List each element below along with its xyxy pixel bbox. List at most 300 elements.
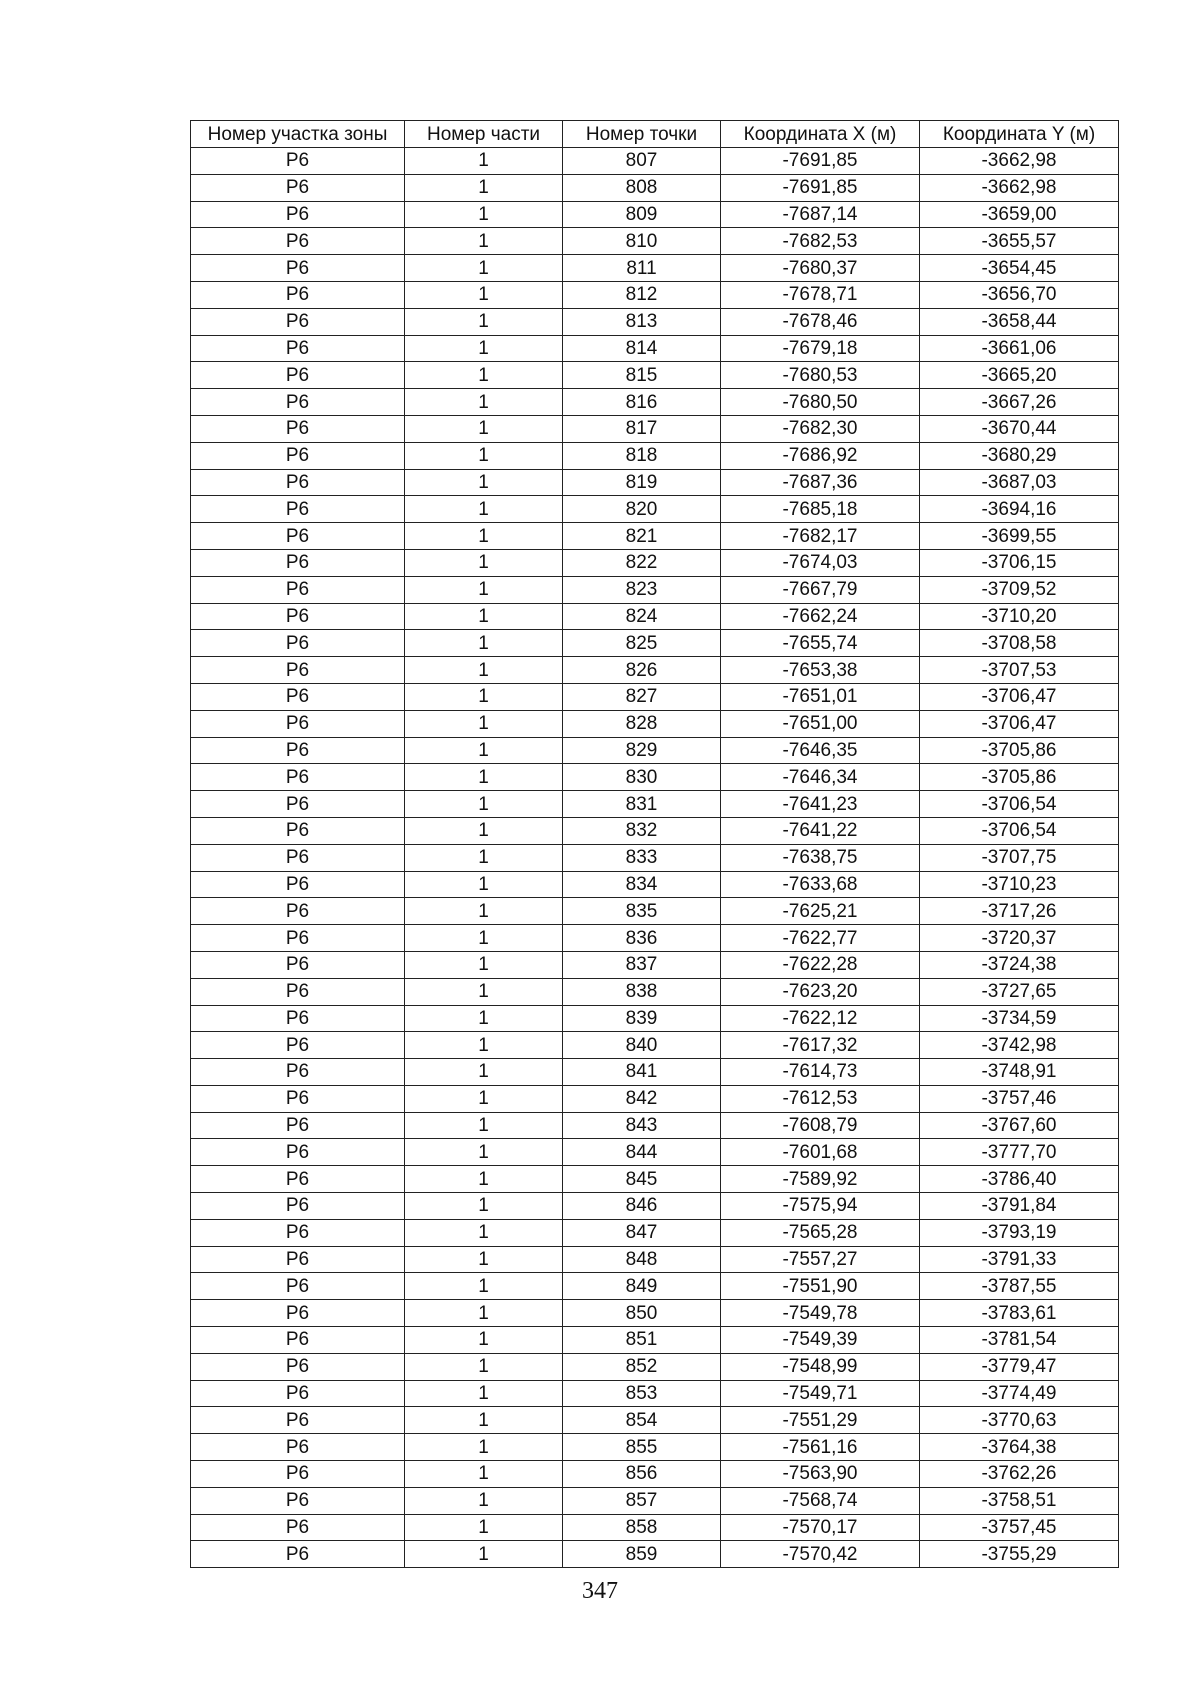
part-number-cell: 1	[405, 1273, 563, 1300]
table-row	[191, 362, 1119, 389]
zone-section-cell: Р6	[191, 523, 405, 550]
coordinate-y-cell: -3779,47	[920, 1353, 1119, 1380]
coordinate-x-cell: -7674,03	[721, 549, 920, 576]
coordinate-y-cell: -3757,45	[920, 1514, 1119, 1541]
point-number-cell: 854	[563, 1407, 721, 1434]
point-number-cell: 822	[563, 549, 721, 576]
part-number-cell: 1	[405, 496, 563, 523]
zone-section-cell: Р6	[191, 1514, 405, 1541]
table-row	[191, 1461, 1119, 1488]
part-number-cell: 1	[405, 549, 563, 576]
coordinate-x-cell: -7667,79	[721, 576, 920, 603]
coordinate-x-cell: -7691,85	[721, 148, 920, 175]
part-number-cell: 1	[405, 1005, 563, 1032]
coordinate-x-cell: -7633,68	[721, 871, 920, 898]
zone-section-cell: Р6	[191, 898, 405, 925]
table-row	[191, 1112, 1119, 1139]
zone-section-cell: Р6	[191, 1059, 405, 1086]
point-number-cell: 830	[563, 764, 721, 791]
point-number-cell: 833	[563, 844, 721, 871]
point-number-cell: 859	[563, 1541, 721, 1568]
coordinate-x-cell: -7549,78	[721, 1300, 920, 1327]
coordinate-x-cell: -7622,28	[721, 951, 920, 978]
part-number-cell: 1	[405, 871, 563, 898]
page-number: 347	[582, 1578, 618, 1604]
part-number-cell: 1	[405, 925, 563, 952]
part-number-cell: 1	[405, 1139, 563, 1166]
table-row	[191, 281, 1119, 308]
part-number-cell: 1	[405, 1461, 563, 1488]
zone-section-cell: Р6	[191, 737, 405, 764]
point-number-cell: 825	[563, 630, 721, 657]
point-number-cell: 817	[563, 415, 721, 442]
point-number-cell: 820	[563, 496, 721, 523]
point-number-cell: 832	[563, 817, 721, 844]
point-number-cell: 827	[563, 683, 721, 710]
coordinate-y-cell: -3764,38	[920, 1434, 1119, 1461]
zone-section-cell: Р6	[191, 1380, 405, 1407]
point-number-cell: 823	[563, 576, 721, 603]
part-number-cell: 1	[405, 1112, 563, 1139]
zone-section-cell: Р6	[191, 603, 405, 630]
coordinate-y-cell: -3786,40	[920, 1166, 1119, 1193]
coordinate-x-cell: -7680,50	[721, 389, 920, 416]
coordinate-y-cell: -3706,15	[920, 549, 1119, 576]
coordinate-y-cell: -3710,23	[920, 871, 1119, 898]
point-number-cell: 841	[563, 1059, 721, 1086]
point-number-cell: 840	[563, 1032, 721, 1059]
table-row	[191, 1487, 1119, 1514]
point-number-cell: 852	[563, 1353, 721, 1380]
part-number-cell: 1	[405, 148, 563, 175]
table-row	[191, 174, 1119, 201]
zone-section-cell: Р6	[191, 1434, 405, 1461]
part-number-cell: 1	[405, 1380, 563, 1407]
coordinate-x-cell: -7551,90	[721, 1273, 920, 1300]
point-number-cell: 834	[563, 871, 721, 898]
table-row	[191, 871, 1119, 898]
coordinate-y-cell: -3662,98	[920, 174, 1119, 201]
point-number-cell: 809	[563, 201, 721, 228]
table-row	[191, 710, 1119, 737]
coordinate-x-cell: -7617,32	[721, 1032, 920, 1059]
table-row	[191, 817, 1119, 844]
part-number-cell: 1	[405, 255, 563, 282]
coordinate-x-cell: -7680,37	[721, 255, 920, 282]
header-zone-section-number: Номер участка зоны	[191, 121, 405, 148]
part-number-cell: 1	[405, 281, 563, 308]
point-number-cell: 844	[563, 1139, 721, 1166]
zone-section-cell: Р6	[191, 764, 405, 791]
zone-section-cell: Р6	[191, 415, 405, 442]
table-row	[191, 1353, 1119, 1380]
zone-section-cell: Р6	[191, 1246, 405, 1273]
point-number-cell: 835	[563, 898, 721, 925]
table-row	[191, 389, 1119, 416]
point-number-cell: 856	[563, 1461, 721, 1488]
coordinate-x-cell: -7612,53	[721, 1085, 920, 1112]
coordinate-y-cell: -3793,19	[920, 1219, 1119, 1246]
part-number-cell: 1	[405, 523, 563, 550]
coordinate-y-cell: -3680,29	[920, 442, 1119, 469]
coordinate-x-cell: -7625,21	[721, 898, 920, 925]
table-row	[191, 1005, 1119, 1032]
zone-section-cell: Р6	[191, 442, 405, 469]
point-number-cell: 848	[563, 1246, 721, 1273]
zone-section-cell: Р6	[191, 630, 405, 657]
zone-section-cell: Р6	[191, 683, 405, 710]
part-number-cell: 1	[405, 201, 563, 228]
coordinate-x-cell: -7679,18	[721, 335, 920, 362]
table-row	[191, 335, 1119, 362]
zone-section-cell: Р6	[191, 871, 405, 898]
point-number-cell: 836	[563, 925, 721, 952]
coordinate-x-cell: -7608,79	[721, 1112, 920, 1139]
zone-section-cell: Р6	[191, 1166, 405, 1193]
table-row	[191, 603, 1119, 630]
coordinate-x-cell: -7662,24	[721, 603, 920, 630]
point-number-cell: 845	[563, 1166, 721, 1193]
coordinate-y-cell: -3710,20	[920, 603, 1119, 630]
coordinate-x-cell: -7687,36	[721, 469, 920, 496]
coordinate-x-cell: -7682,53	[721, 228, 920, 255]
zone-section-cell: Р6	[191, 1112, 405, 1139]
zone-section-cell: Р6	[191, 201, 405, 228]
coordinate-y-cell: -3720,37	[920, 925, 1119, 952]
part-number-cell: 1	[405, 683, 563, 710]
zone-section-cell: Р6	[191, 1085, 405, 1112]
coordinate-x-cell: -7687,14	[721, 201, 920, 228]
part-number-cell: 1	[405, 657, 563, 684]
part-number-cell: 1	[405, 442, 563, 469]
coordinate-y-cell: -3706,54	[920, 817, 1119, 844]
coordinate-y-cell: -3656,70	[920, 281, 1119, 308]
point-number-cell: 814	[563, 335, 721, 362]
table-row	[191, 415, 1119, 442]
point-number-cell: 857	[563, 1487, 721, 1514]
coordinate-x-cell: -7570,17	[721, 1514, 920, 1541]
zone-section-cell: Р6	[191, 1487, 405, 1514]
coordinate-x-cell: -7653,38	[721, 657, 920, 684]
part-number-cell: 1	[405, 898, 563, 925]
coordinate-x-cell: -7646,35	[721, 737, 920, 764]
part-number-cell: 1	[405, 389, 563, 416]
part-number-cell: 1	[405, 308, 563, 335]
part-number-cell: 1	[405, 1032, 563, 1059]
table-row	[191, 898, 1119, 925]
table-row	[191, 148, 1119, 175]
table-body	[191, 148, 1119, 1568]
point-number-cell: 842	[563, 1085, 721, 1112]
coordinate-y-cell: -3665,20	[920, 362, 1119, 389]
table-row	[191, 657, 1119, 684]
point-number-cell: 816	[563, 389, 721, 416]
part-number-cell: 1	[405, 576, 563, 603]
header-point-number: Номер точки	[563, 121, 721, 148]
coordinate-y-cell: -3658,44	[920, 308, 1119, 335]
coordinate-y-cell: -3791,33	[920, 1246, 1119, 1273]
coordinate-x-cell: -7682,30	[721, 415, 920, 442]
zone-section-cell: Р6	[191, 174, 405, 201]
point-number-cell: 808	[563, 174, 721, 201]
coordinate-y-cell: -3791,84	[920, 1193, 1119, 1220]
table-row	[191, 255, 1119, 282]
coordinate-y-cell: -3670,44	[920, 415, 1119, 442]
zone-section-cell: Р6	[191, 1461, 405, 1488]
coordinate-x-cell: -7561,16	[721, 1434, 920, 1461]
coordinate-x-cell: -7651,01	[721, 683, 920, 710]
zone-section-cell: Р6	[191, 1032, 405, 1059]
coordinate-y-cell: -3699,55	[920, 523, 1119, 550]
coordinate-y-cell: -3762,26	[920, 1461, 1119, 1488]
table-row	[191, 978, 1119, 1005]
zone-section-cell: Р6	[191, 549, 405, 576]
zone-section-cell: Р6	[191, 335, 405, 362]
coordinate-x-cell: -7680,53	[721, 362, 920, 389]
coordinate-x-cell: -7563,90	[721, 1461, 920, 1488]
zone-section-cell: Р6	[191, 281, 405, 308]
zone-section-cell: Р6	[191, 148, 405, 175]
coordinate-x-cell: -7686,92	[721, 442, 920, 469]
coordinate-y-cell: -3758,51	[920, 1487, 1119, 1514]
part-number-cell: 1	[405, 764, 563, 791]
coordinate-y-cell: -3774,49	[920, 1380, 1119, 1407]
coordinate-y-cell: -3742,98	[920, 1032, 1119, 1059]
part-number-cell: 1	[405, 1487, 563, 1514]
coordinate-y-cell: -3734,59	[920, 1005, 1119, 1032]
point-number-cell: 839	[563, 1005, 721, 1032]
coordinate-y-cell: -3706,54	[920, 791, 1119, 818]
coordinate-y-cell: -3667,26	[920, 389, 1119, 416]
zone-section-cell: Р6	[191, 710, 405, 737]
coordinate-y-cell: -3708,58	[920, 630, 1119, 657]
table-row	[191, 201, 1119, 228]
point-number-cell: 855	[563, 1434, 721, 1461]
coordinate-y-cell: -3748,91	[920, 1059, 1119, 1086]
point-number-cell: 826	[563, 657, 721, 684]
coordinate-y-cell: -3705,86	[920, 764, 1119, 791]
coordinate-y-cell: -3727,65	[920, 978, 1119, 1005]
table-row	[191, 764, 1119, 791]
table-row	[191, 549, 1119, 576]
zone-section-cell: Р6	[191, 657, 405, 684]
table-row	[191, 683, 1119, 710]
coordinate-y-cell: -3781,54	[920, 1327, 1119, 1354]
coordinate-y-cell: -3755,29	[920, 1541, 1119, 1568]
coordinate-y-cell: -3654,45	[920, 255, 1119, 282]
coordinate-y-cell: -3770,63	[920, 1407, 1119, 1434]
point-number-cell: 831	[563, 791, 721, 818]
coordinate-x-cell: -7565,28	[721, 1219, 920, 1246]
table-row	[191, 1166, 1119, 1193]
table-row	[191, 496, 1119, 523]
table-row	[191, 228, 1119, 255]
table-row	[191, 523, 1119, 550]
zone-section-cell: Р6	[191, 255, 405, 282]
part-number-cell: 1	[405, 1514, 563, 1541]
table-row	[191, 844, 1119, 871]
zone-section-cell: Р6	[191, 1300, 405, 1327]
coordinate-x-cell: -7678,71	[721, 281, 920, 308]
zone-section-cell: Р6	[191, 978, 405, 1005]
zone-section-cell: Р6	[191, 791, 405, 818]
coordinate-x-cell: -7641,23	[721, 791, 920, 818]
part-number-cell: 1	[405, 1541, 563, 1568]
table-row	[191, 951, 1119, 978]
coordinate-y-cell: -3724,38	[920, 951, 1119, 978]
part-number-cell: 1	[405, 174, 563, 201]
point-number-cell: 837	[563, 951, 721, 978]
header-coordinate-x: Координата X (м)	[721, 121, 920, 148]
coordinate-y-cell: -3767,60	[920, 1112, 1119, 1139]
coordinate-x-cell: -7557,27	[721, 1246, 920, 1273]
table-row	[191, 442, 1119, 469]
point-number-cell: 843	[563, 1112, 721, 1139]
point-number-cell: 853	[563, 1380, 721, 1407]
coordinate-y-cell: -3661,06	[920, 335, 1119, 362]
part-number-cell: 1	[405, 335, 563, 362]
coordinate-x-cell: -7548,99	[721, 1353, 920, 1380]
table-row	[191, 1514, 1119, 1541]
coordinate-y-cell: -3717,26	[920, 898, 1119, 925]
part-number-cell: 1	[405, 228, 563, 255]
coordinate-x-cell: -7646,34	[721, 764, 920, 791]
part-number-cell: 1	[405, 791, 563, 818]
zone-section-cell: Р6	[191, 496, 405, 523]
table-row	[191, 1273, 1119, 1300]
part-number-cell: 1	[405, 415, 563, 442]
part-number-cell: 1	[405, 817, 563, 844]
coordinate-y-cell: -3706,47	[920, 710, 1119, 737]
coordinate-y-cell: -3662,98	[920, 148, 1119, 175]
table-row	[191, 1300, 1119, 1327]
part-number-cell: 1	[405, 1407, 563, 1434]
point-number-cell: 851	[563, 1327, 721, 1354]
part-number-cell: 1	[405, 469, 563, 496]
part-number-cell: 1	[405, 951, 563, 978]
table-row	[191, 1219, 1119, 1246]
point-number-cell: 821	[563, 523, 721, 550]
table-row	[191, 576, 1119, 603]
table-row	[191, 1193, 1119, 1220]
part-number-cell: 1	[405, 1300, 563, 1327]
coordinate-y-cell: -3659,00	[920, 201, 1119, 228]
point-number-cell: 824	[563, 603, 721, 630]
zone-section-cell: Р6	[191, 1139, 405, 1166]
zone-section-cell: Р6	[191, 1353, 405, 1380]
table-row	[191, 1059, 1119, 1086]
zone-section-cell: Р6	[191, 362, 405, 389]
table-row	[191, 1246, 1119, 1273]
point-number-cell: 812	[563, 281, 721, 308]
coordinate-x-cell: -7549,39	[721, 1327, 920, 1354]
coordinate-x-cell: -7601,68	[721, 1139, 920, 1166]
part-number-cell: 1	[405, 1166, 563, 1193]
coordinate-y-cell: -3655,57	[920, 228, 1119, 255]
coordinate-x-cell: -7651,00	[721, 710, 920, 737]
table-row	[191, 791, 1119, 818]
zone-section-cell: Р6	[191, 951, 405, 978]
table-row	[191, 1139, 1119, 1166]
coordinate-x-cell: -7568,74	[721, 1487, 920, 1514]
zone-section-cell: Р6	[191, 1327, 405, 1354]
coordinate-x-cell: -7638,75	[721, 844, 920, 871]
table-row	[191, 469, 1119, 496]
table-row	[191, 1380, 1119, 1407]
zone-section-cell: Р6	[191, 576, 405, 603]
part-number-cell: 1	[405, 710, 563, 737]
header-coordinate-y: Координата Y (м)	[920, 121, 1119, 148]
coordinate-x-cell: -7622,12	[721, 1005, 920, 1032]
coordinate-x-cell: -7575,94	[721, 1193, 920, 1220]
table-row	[191, 1541, 1119, 1568]
zone-section-cell: Р6	[191, 1193, 405, 1220]
part-number-cell: 1	[405, 630, 563, 657]
coordinate-x-cell: -7622,77	[721, 925, 920, 952]
part-number-cell: 1	[405, 1434, 563, 1461]
point-number-cell: 807	[563, 148, 721, 175]
part-number-cell: 1	[405, 978, 563, 1005]
part-number-cell: 1	[405, 603, 563, 630]
coordinate-y-cell: -3707,53	[920, 657, 1119, 684]
header-part-number: Номер части	[405, 121, 563, 148]
part-number-cell: 1	[405, 1193, 563, 1220]
zone-section-cell: Р6	[191, 1219, 405, 1246]
zone-section-cell: Р6	[191, 925, 405, 952]
table-row	[191, 1327, 1119, 1354]
coordinate-y-cell: -3783,61	[920, 1300, 1119, 1327]
coordinate-x-cell: -7551,29	[721, 1407, 920, 1434]
table-row	[191, 1085, 1119, 1112]
zone-section-cell: Р6	[191, 844, 405, 871]
point-number-cell: 828	[563, 710, 721, 737]
table-row	[191, 1434, 1119, 1461]
coordinate-y-cell: -3787,55	[920, 1273, 1119, 1300]
point-number-cell: 847	[563, 1219, 721, 1246]
coordinate-y-cell: -3777,70	[920, 1139, 1119, 1166]
point-number-cell: 846	[563, 1193, 721, 1220]
part-number-cell: 1	[405, 1219, 563, 1246]
point-number-cell: 811	[563, 255, 721, 282]
table-header-row	[191, 121, 1119, 148]
table-row	[191, 1032, 1119, 1059]
point-number-cell: 849	[563, 1273, 721, 1300]
coordinate-y-cell: -3757,46	[920, 1085, 1119, 1112]
part-number-cell: 1	[405, 737, 563, 764]
coordinate-y-cell: -3709,52	[920, 576, 1119, 603]
coordinate-x-cell: -7678,46	[721, 308, 920, 335]
coordinate-y-cell: -3705,86	[920, 737, 1119, 764]
zone-section-cell: Р6	[191, 308, 405, 335]
coordinate-x-cell: -7614,73	[721, 1059, 920, 1086]
part-number-cell: 1	[405, 1327, 563, 1354]
coordinate-y-cell: -3687,03	[920, 469, 1119, 496]
zone-section-cell: Р6	[191, 1005, 405, 1032]
table-row	[191, 630, 1119, 657]
point-number-cell: 819	[563, 469, 721, 496]
table-row	[191, 737, 1119, 764]
zone-section-cell: Р6	[191, 1541, 405, 1568]
coordinate-y-cell: -3707,75	[920, 844, 1119, 871]
coordinate-x-cell: -7589,92	[721, 1166, 920, 1193]
point-number-cell: 850	[563, 1300, 721, 1327]
coordinate-x-cell: -7682,17	[721, 523, 920, 550]
part-number-cell: 1	[405, 1353, 563, 1380]
table-row	[191, 308, 1119, 335]
coordinates-table	[190, 120, 1119, 1568]
point-number-cell: 813	[563, 308, 721, 335]
coordinate-x-cell: -7685,18	[721, 496, 920, 523]
